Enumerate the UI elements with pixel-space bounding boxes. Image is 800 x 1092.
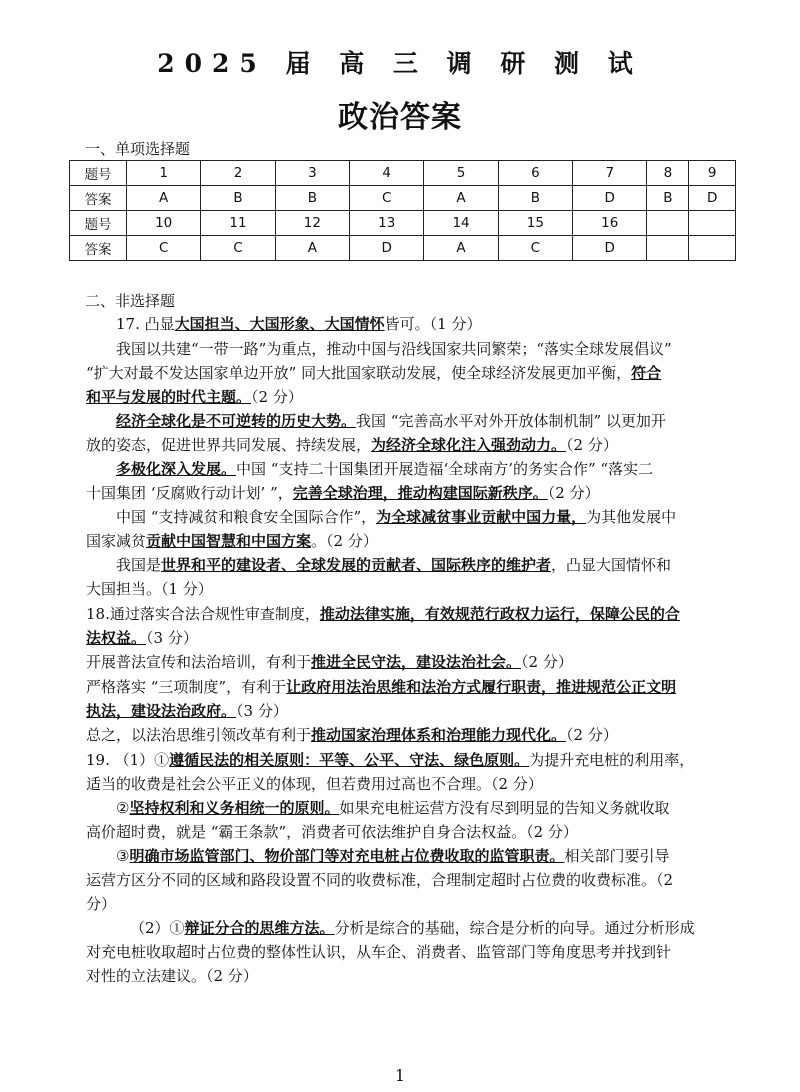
answer-line: 运营方区分不同的区域和路段设置不同的收费标准，合理制定超时占位费的收费标准。（2 [86,871,674,889]
answer-table [69,160,736,261]
answer-line: 对性的立法建议。（2 分） [86,967,258,985]
answer-line: 分） [86,895,117,913]
answer-line: 开展普法宣传和法治培训，有利于推进全民守法，建设法治社会。（2 分） [86,653,573,671]
table-row [70,186,736,211]
table-cell: 答案 [70,186,127,211]
table-cell [647,236,689,261]
section-1-heading: 一、单项选择题 [85,140,191,158]
table-cell: D [573,236,647,261]
table-row [70,211,736,236]
table-cell: 16 [573,211,647,236]
table-cell: 答案 [70,236,127,261]
page-number: 1 [394,1066,406,1085]
answer-line: 放的姿态，促进世界共同发展、持续发展，为经济全球化注入强劲动力。（2 分） [86,436,618,454]
answer-line: 总之，以法治思维引领改革有利于推动国家治理体系和治理能力现代化。（2 分） [86,726,618,744]
table-cell: 14 [424,211,498,236]
table-cell [647,211,689,236]
table-cell: C [498,236,572,261]
table-cell: A [424,186,498,211]
page-subtitle: 政治答案 [338,100,462,135]
table-cell: 1 [127,161,201,186]
table-cell: C [350,186,424,211]
table-cell: 8 [647,161,689,186]
table-cell: D [573,186,647,211]
table-cell: 2 [201,161,275,186]
table-cell: 15 [498,211,572,236]
table-cell: 题号 [70,211,127,236]
table-cell: 3 [275,161,349,186]
answer-line: 国家减贫贡献中国智慧和中国方案。（2 分） [86,532,378,550]
answer-line: ③明确市场监管部门、物价部门等对充电桩占位费收取的监管职责。相关部门要引导 [116,847,670,865]
table-cell: 7 [573,161,647,186]
answer-line: 我国以共建“一带一路”为重点，推动中国与沿线国家共同繁荣；“落实全球发展倡议” [116,340,672,358]
table-cell: 题号 [70,161,127,186]
table-cell: D [350,236,424,261]
answer-line: 和平与发展的时代主题。（2 分） [86,388,303,406]
table-cell [689,211,736,236]
answer-line: （2）①辩证分合的思维方法。分析是综合的基础，综合是分析的向导。通过分析形成 [130,919,695,937]
answer-line: 19. （1）①遵循民法的相关原则：平等、公平、守法、绿色原则。为提升充电桩的利用率， [86,751,695,769]
answer-line: 18.通过落实合法合规性审查制度，推动法律实施，有效规范行政权力运行，保障公民的合 [86,605,680,623]
table-cell: 12 [275,211,349,236]
table-cell [689,236,736,261]
table-row [70,161,736,186]
table-cell: B [275,186,349,211]
table-cell: D [689,186,736,211]
answer-line: 十国集团 ‘反腐败行动计划’ ”，完善全球治理，推动构建国际新秩序。（2 分） [86,484,600,502]
answer-line: “扩大对最不发达国家单边开放” 同大批国家联动发展，使全球经济发展更加平衡，符合 [86,364,662,382]
section-2-heading: 二、非选择题 [85,292,176,310]
table-cell: B [498,186,572,211]
answer-line: 严格落实 “三项制度”，有利于让政府用法治思维和法治方式履行职责，推进规范公正文明 [86,678,677,696]
table-cell: B [201,186,275,211]
table-cell: 9 [689,161,736,186]
table-cell: 10 [127,211,201,236]
answer-line: 大国担当。（1 分） [86,580,213,598]
answer-line: 经济全球化是不可逆转的历史大势。我国 “完善高水平对外开放体制机制” 以更加开 [116,412,666,430]
table-cell: C [201,236,275,261]
table-cell: A [275,236,349,261]
table-cell: B [647,186,689,211]
answer-line: 对充电桩收取超时占位费的整体性认识，从车企、消费者、监管部门等角度思考并找到针 [86,943,672,961]
table-cell: A [424,236,498,261]
answer-line: 适当的收费是社会公平正义的体现，但若费用过高也不合理。（2 分） [86,775,543,793]
table-cell: C [127,236,201,261]
answer-line: 执法，建设法治政府。（3 分） [86,702,288,720]
answer-line: 多极化深入发展。中国 “支持二十国集团开展造福‘全球南方’的务实合作” “落实二 [116,460,654,478]
answer-line: 我国是世界和平的建设者、全球发展的贡献者、国际秩序的维护者，凸显大国情怀和 [116,556,672,574]
table-cell: 4 [350,161,424,186]
answer-line: 法权益。（3 分） [86,629,198,647]
answer-line: 17. 凸显大国担当、大国形象、大国情怀皆可。（1 分） [116,315,482,333]
table-row [70,236,736,261]
table-cell: 5 [424,161,498,186]
table-cell: 6 [498,161,572,186]
answer-line: 中国 “支持减贫和粮食安全国际合作”，为全球减贫事业贡献中国力量，为其他发展中 [116,508,677,526]
table-cell: 13 [350,211,424,236]
answer-line: ②坚持权利和义务相统一的原则。如果充电桩运营方没有尽到明显的告知义务就收取 [116,799,670,817]
table-cell: 11 [201,211,275,236]
page-title: 2025 届 高 三 调 研 测 试 [157,49,643,78]
table-cell: A [127,186,201,211]
answer-line: 高价超时费，就是 “霸王条款”，消费者可依法维护自身合法权益。（2 分） [86,823,578,841]
